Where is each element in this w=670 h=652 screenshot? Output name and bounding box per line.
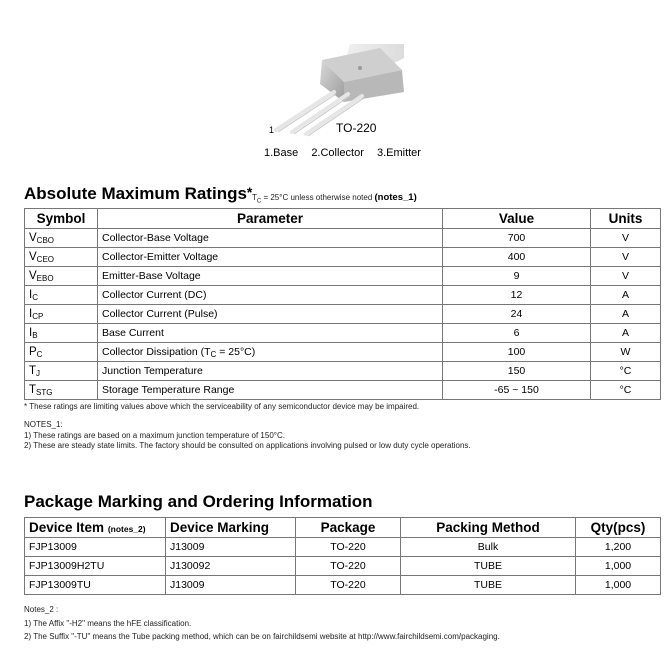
- notes1-item: 1) These ratings are based on a maximum junction temperature of 150°C.: [24, 430, 285, 440]
- col-device-marking: Device Marking: [166, 518, 296, 538]
- symbol-subscript: J: [36, 368, 41, 378]
- parameter-cell: [98, 267, 443, 286]
- value-cell: 9: [443, 267, 591, 286]
- qty-cell: 1,000: [576, 557, 661, 576]
- parameter-cell: [98, 305, 443, 324]
- param-sub: C: [210, 349, 217, 359]
- symbol-subscript: B: [32, 330, 38, 340]
- notes2-item: 2) The Suffix "-TU" means the Tube packing method, which can be on fairchildsemi website at http://www.fairchildsemi.com/packaging.: [24, 632, 500, 641]
- symbol-letter: I: [29, 326, 33, 339]
- pin1-marker: 1: [269, 125, 275, 135]
- units-cell: A: [591, 305, 661, 324]
- notes1-ref: (notes_1): [374, 192, 417, 203]
- title-asterisk: *: [246, 184, 253, 200]
- table-row: [25, 557, 661, 576]
- param-text: Base Current: [102, 327, 164, 339]
- col-device-item: [25, 518, 166, 538]
- table-row: [25, 267, 661, 286]
- package-cell: TO-220: [296, 538, 401, 557]
- notes2-title: Notes_2 :: [24, 605, 59, 614]
- symbol-letter: V: [29, 231, 37, 244]
- notes1-item: 2) These are steady state limits. The factory should be consulted on applications involving pulsed or low duty cycle operations.: [24, 441, 471, 450]
- pin-emitter-label: 3.Emitter: [376, 147, 421, 159]
- symbol-cell: [25, 324, 98, 343]
- pin-base-label: 1.Base: [264, 147, 299, 159]
- value-cell: 6: [443, 324, 591, 343]
- device-item-cell: FJP13009: [25, 538, 166, 557]
- notes1-block: [24, 420, 471, 452]
- table-row: [25, 305, 661, 324]
- parameter-cell: [98, 286, 443, 305]
- units-cell: °C: [591, 381, 661, 400]
- device-marking-cell: J13009: [166, 576, 296, 595]
- package-cell: TO-220: [296, 557, 401, 576]
- symbol-letter: V: [29, 269, 37, 282]
- col-value: Value: [443, 209, 591, 229]
- symbol-cell: [25, 362, 98, 381]
- units-cell: V: [591, 267, 661, 286]
- symbol-cell: [25, 305, 98, 324]
- units-cell: A: [591, 324, 661, 343]
- qty-cell: 1,000: [576, 576, 661, 595]
- symbol-subscript: CEO: [36, 254, 55, 264]
- units-cell: V: [591, 248, 661, 267]
- table-row: [25, 381, 661, 400]
- param-text: Emitter-Base Voltage: [102, 270, 201, 282]
- symbol-subscript: EBO: [36, 273, 54, 283]
- packing-method-cell: Bulk: [401, 538, 576, 557]
- param-text: Storage Temperature Range: [102, 384, 235, 396]
- col-parameter: Parameter: [98, 209, 443, 229]
- table-row: [25, 576, 661, 595]
- parameter-cell: [98, 343, 443, 362]
- param-text: Collector-Emitter Voltage: [102, 251, 219, 263]
- pin-collector-label: 2.Collector: [311, 147, 364, 159]
- packing-method-cell: TUBE: [401, 576, 576, 595]
- value-cell: 150: [443, 362, 591, 381]
- rating-condition: [252, 192, 417, 205]
- param-text: Collector Dissipation (T: [102, 345, 211, 358]
- param-text: Junction Temperature: [102, 365, 203, 377]
- symbol-subscript: CBO: [36, 235, 55, 245]
- table-row: [25, 343, 661, 362]
- symbol-subscript: CP: [32, 311, 44, 321]
- qty-cell: 1,200: [576, 538, 661, 557]
- packing-method-cell: TUBE: [401, 557, 576, 576]
- units-cell: W: [591, 343, 661, 362]
- device-item-header: Device Item: [29, 520, 105, 535]
- symbol-cell: [25, 286, 98, 305]
- pin-legend: [264, 147, 430, 159]
- symbol-cell: [25, 229, 98, 248]
- param-text: Collector-Base Voltage: [102, 232, 209, 244]
- device-item-cell: FJP13009H2TU: [25, 557, 166, 576]
- symbol-letter: I: [29, 288, 33, 301]
- notes2-item: 1) The Affix "-H2" means the hFE classification.: [24, 618, 192, 628]
- table-row: [25, 538, 661, 557]
- value-cell: 12: [443, 286, 591, 305]
- symbol-letter: P: [29, 345, 37, 358]
- symbol-subscript: C: [32, 292, 38, 302]
- ratings-footnote: * These ratings are limiting values above which the serviceability of any semiconductor device may be impaired.: [24, 402, 420, 411]
- param-text: Collector Current (DC): [102, 289, 207, 301]
- value-cell: 100: [443, 343, 591, 362]
- symbol-letter: V: [29, 250, 37, 263]
- package-name: TO-220: [336, 121, 377, 135]
- symbol-cell: [25, 248, 98, 267]
- parameter-cell: [98, 362, 443, 381]
- ordering-title: Package Marking and Ordering Information: [24, 492, 373, 511]
- symbol-letter: T: [29, 383, 37, 396]
- parameter-cell: [98, 248, 443, 267]
- units-cell: V: [591, 229, 661, 248]
- table-header-row: [25, 518, 661, 538]
- parameter-cell: [98, 381, 443, 400]
- symbol-cell: [25, 343, 98, 362]
- col-package: Package: [296, 518, 401, 538]
- table-row: [25, 229, 661, 248]
- package-cell: TO-220: [296, 576, 401, 595]
- device-marking-cell: J130092: [166, 557, 296, 576]
- table-row: [25, 324, 661, 343]
- absolute-max-title: [24, 184, 252, 204]
- notes2-ref: (notes_2): [107, 524, 146, 534]
- table-row: [25, 362, 661, 381]
- symbol-cell: [25, 381, 98, 400]
- notes2-block: [24, 603, 500, 644]
- units-cell: °C: [591, 362, 661, 381]
- value-cell: 24: [443, 305, 591, 324]
- symbol-cell: [25, 267, 98, 286]
- absolute-max-table: [24, 208, 661, 400]
- col-qty: Qty(pcs): [576, 518, 661, 538]
- col-symbol: Symbol: [25, 209, 98, 229]
- symbol-letter: I: [29, 307, 33, 320]
- col-packing-method: Packing Method: [401, 518, 576, 538]
- table-row: [25, 286, 661, 305]
- ordering-table: [24, 517, 661, 595]
- symbol-subscript: STG: [36, 387, 53, 397]
- value-cell: 400: [443, 248, 591, 267]
- device-item-cell: FJP13009TU: [25, 576, 166, 595]
- param-tail: = 25°C): [216, 345, 256, 358]
- cond-text: = 25°C unless otherwise noted: [261, 193, 375, 202]
- col-units: Units: [591, 209, 661, 229]
- table-header-row: [25, 209, 661, 229]
- parameter-cell: [98, 324, 443, 343]
- cond-prefix: T: [252, 193, 257, 202]
- table-row: [25, 248, 661, 267]
- symbol-letter: T: [29, 364, 37, 377]
- device-marking-cell: J13009: [166, 538, 296, 557]
- cond-sub: C: [256, 198, 262, 205]
- notes1-title: NOTES_1:: [24, 420, 63, 429]
- symbol-subscript: C: [36, 349, 43, 359]
- parameter-cell: [98, 229, 443, 248]
- param-text: Collector Current (Pulse): [102, 308, 218, 320]
- units-cell: A: [591, 286, 661, 305]
- absolute-max-title-text: Absolute Maximum Ratings: [24, 184, 247, 203]
- value-cell: 700: [443, 229, 591, 248]
- value-cell: -65 ~ 150: [443, 381, 591, 400]
